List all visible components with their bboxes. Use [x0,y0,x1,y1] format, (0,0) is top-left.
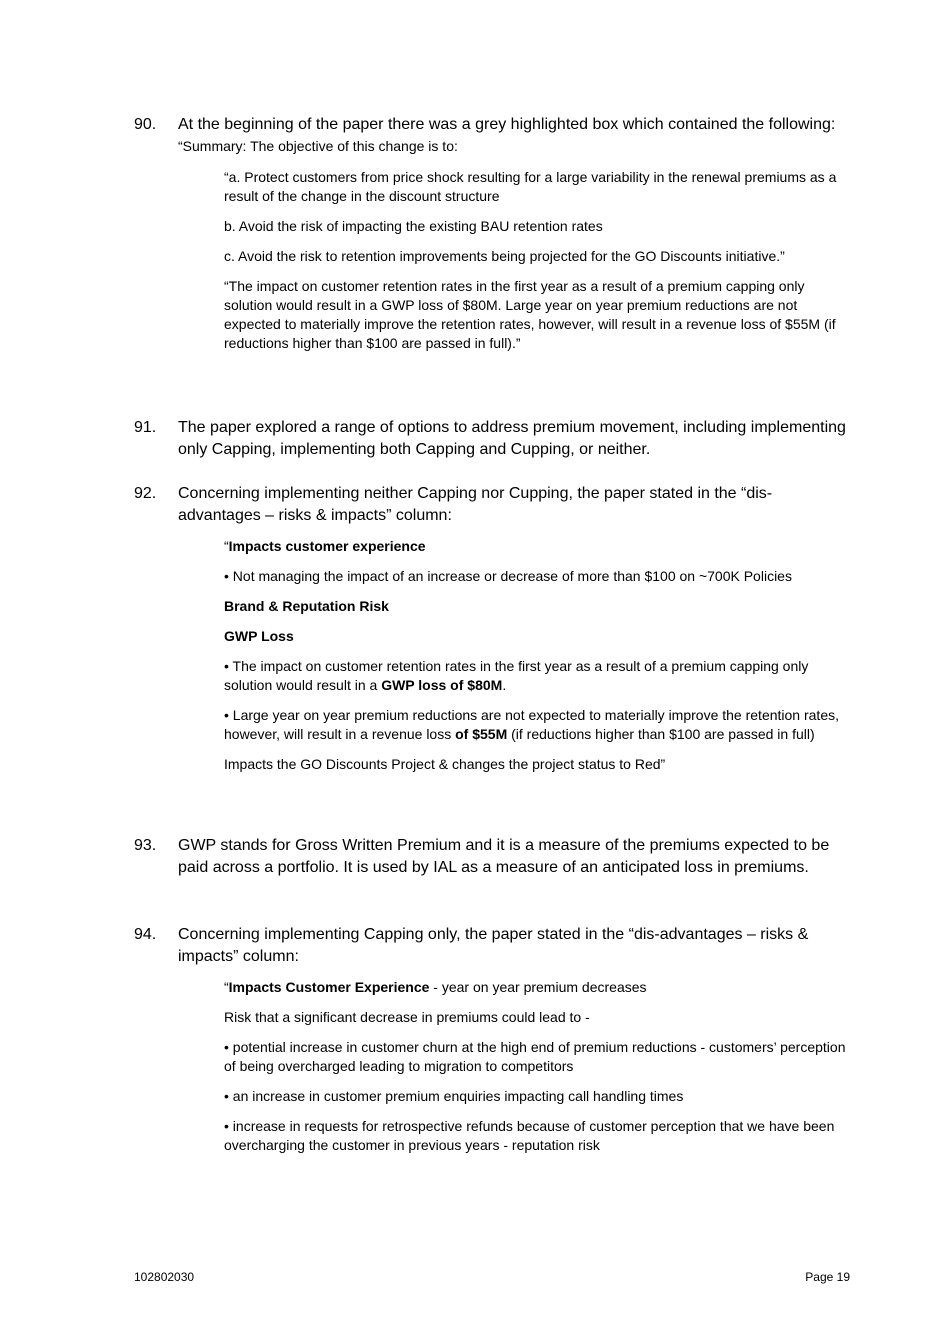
text-span: . [502,677,507,693]
quote-risk-intro: Risk that a significant decrease in premiums could lead to - [224,1009,590,1025]
quote-bullet-policies: • Not managing the impact of an increase or decrease of more than $100 on ~700K Policies [224,568,792,584]
paragraph-number: 90. [134,116,157,133]
quote-project-status: Impacts the GO Discounts Project & changes the project status to Red” [224,756,666,772]
text-span: • Large year on year premium reductions are not expected to materially improve the retention rates, however, will result in a revenue loss [224,707,839,742]
quote-bullet-revenue-loss [224,706,854,744]
footer-doc-id: 102802030 [134,1270,195,1284]
quote-heading-customer-experience [224,537,854,556]
paragraph-number: 94. [134,926,157,943]
paragraph-text: Concerning implementing Capping only, the paper stated in the “dis-advantages – risks & impacts” column: [178,926,809,965]
quote-impact: “The impact on customer retention rates in the first year as a result of a premium capping only solution would result in a GWP loss of $80M. Large year on year premium reductions are not expected to materially improve the retention rates, however, will result in a revenue loss of $55M (if reductions higher than $100 are passed in full).” [224,278,836,351]
quote-block [224,168,854,353]
bold-heading: Brand & Reputation Risk [224,598,389,614]
quote-heading-gwp [224,627,854,646]
bold-heading: Impacts Customer Experience [228,979,430,995]
quote-open-mark: “ [224,538,229,554]
paragraph-text: GWP stands for Gross Written Premium and it is a measure of the premiums expected to be paid across a portfolio. It is used by IAL as a measure of an anticipated loss in premiums. [178,837,830,876]
footer-page-number: Page 19 [805,1270,850,1284]
quote-item-b: b. Avoid the risk of impacting the existing BAU retention rates [224,218,603,234]
quote-heading-brand [224,597,854,616]
quote-bullet-gwp-loss [224,657,854,695]
quote-block [224,978,854,1155]
bold-heading: GWP Loss [224,628,294,644]
paragraph-text: At the beginning of the paper there was a grey highlighted box which contained the following: [178,116,836,133]
quote-open-mark: “ [224,979,229,995]
quote-bullet-churn: • potential increase in customer churn at the high end of premium reductions - customers’ perception of being overcharged leading to migration to competitors [224,1039,846,1074]
paragraph-91 [134,417,854,461]
bold-text: of $55M [455,726,508,742]
bold-heading: Impacts customer experience [228,538,426,554]
text-span: • The impact on customer retention rates in the first year as a result of a premium capping only solution would result in a [224,658,809,693]
paragraph-number: 92. [134,485,157,502]
paragraph-number: 93. [134,837,157,854]
paragraph-text: Concerning implementing neither Capping nor Cupping, the paper stated in the “dis-advantages – risks & impacts” column: [178,485,773,524]
text-span: - year on year premium decreases [429,979,647,995]
quote-heading-customer-experience [224,978,854,997]
paragraph-90 [134,114,854,364]
paragraph-92 [134,483,854,785]
quote-item-a: “a. Protect customers from price shock resulting for a large variability in the renewal premiums as a result of the change in the discount structure [224,169,837,204]
quote-bullet-refunds: • increase in requests for retrospective refunds because of customer perception that we have been overcharging the customer in previous years - reputation risk [224,1118,835,1153]
paragraph-94 [134,924,854,1166]
summary-intro: “Summary: The objective of this change is to: [178,138,458,154]
quote-bullet-enquiries: • an increase in customer premium enquiries impacting call handling times [224,1088,684,1104]
paragraph-text: The paper explored a range of options to address premium movement, including implementing only Capping, implementing both Capping and Cupping, or neither. [178,419,846,458]
text-span: (if reductions higher than $100 are passed in full) [507,726,815,742]
bold-text: GWP loss of $80M [381,677,503,693]
paragraph-number: 91. [134,419,157,436]
quote-block [224,537,854,774]
paragraph-93 [134,835,854,879]
quote-item-c: c. Avoid the risk to retention improvements being projected for the GO Discounts initiative.” [224,248,785,264]
